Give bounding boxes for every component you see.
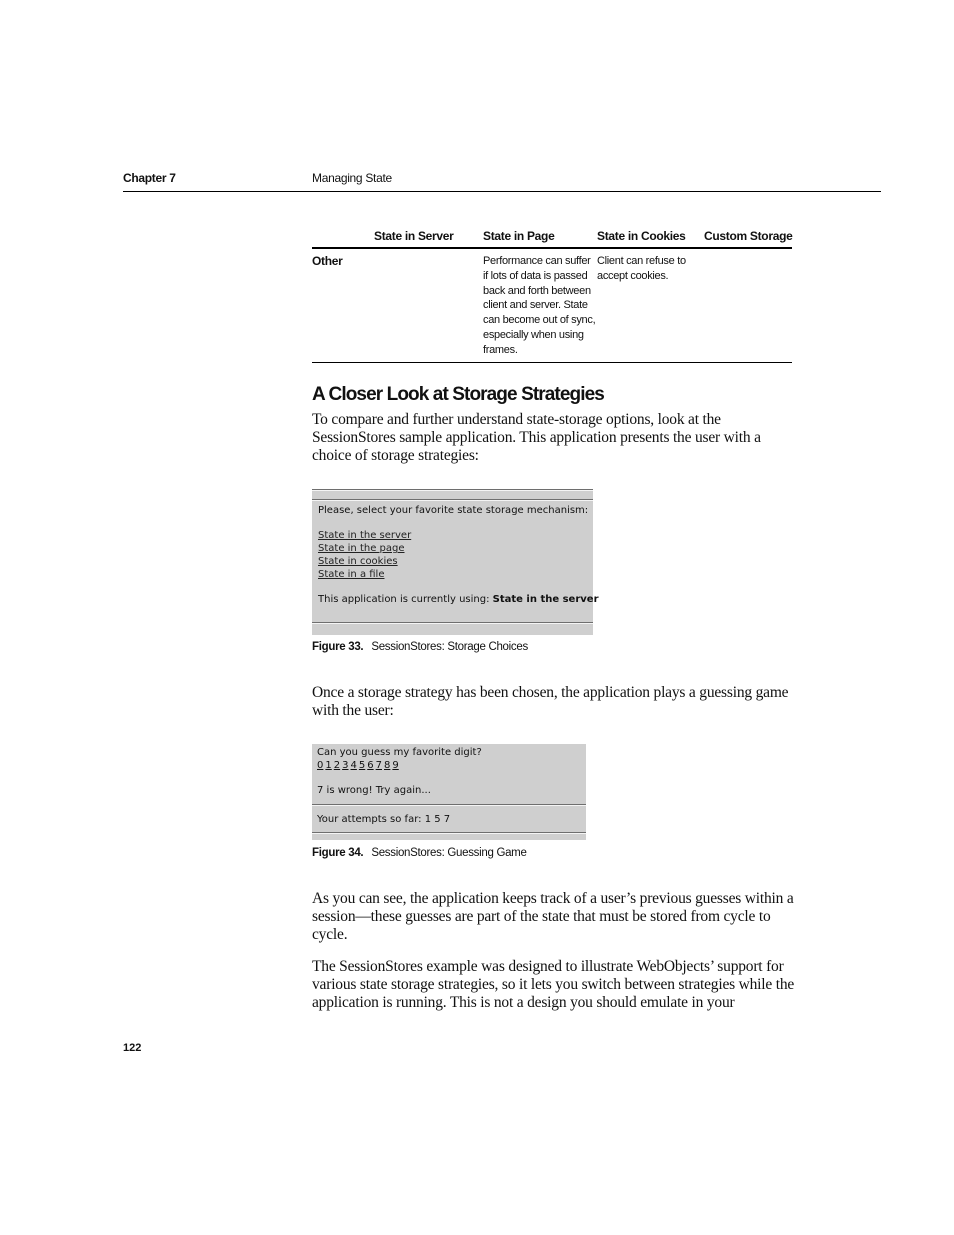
attempts-values: 1 5 7 <box>424 814 451 825</box>
digit-links <box>317 760 401 771</box>
column-header-page: State in Page <box>483 229 555 243</box>
digit-link[interactable]: 0 <box>317 760 324 771</box>
digit-link[interactable]: 9 <box>392 760 399 771</box>
paragraph-guessing-game <box>312 684 796 720</box>
intro-paragraph <box>312 411 796 465</box>
storage-prompt: Please, select your favorite state storage mechanism: <box>318 505 589 516</box>
cell-cookies-other <box>597 254 686 284</box>
cell-line: Client can refuse to <box>597 255 686 267</box>
cell-page-other <box>483 254 595 358</box>
cell-line: if lots of data is passed <box>483 269 588 282</box>
attempts-so-far <box>317 814 450 825</box>
cell-line: frames. <box>483 343 518 356</box>
table-bottom-rule <box>312 362 792 363</box>
digit-link[interactable]: 1 <box>325 760 332 771</box>
table-header-rule <box>312 247 792 249</box>
link-state-page[interactable]: State in the page <box>318 543 405 554</box>
column-header-server: State in Server <box>374 229 454 243</box>
guessing-game-screenshot <box>312 744 586 840</box>
text-line: cycle. <box>312 926 348 943</box>
guess-feedback: 7 is wrong! Try again... <box>317 785 431 796</box>
header-rule <box>123 191 881 192</box>
attempts-label: Your attempts so far: <box>317 814 422 825</box>
section-heading: A Closer Look at Storage Strategies <box>312 384 604 405</box>
text-line: with the user: <box>312 702 394 719</box>
page-number: 122 <box>123 1042 142 1054</box>
status-value: State in the server <box>492 594 599 605</box>
cell-line: can become out of sync, <box>483 314 596 327</box>
column-header-cookies: State in Cookies <box>597 229 686 243</box>
digit-link[interactable]: 5 <box>358 760 366 771</box>
figure-33-caption <box>312 641 528 653</box>
cell-line: back and forth between <box>483 284 591 297</box>
text-line: To compare and further understand state-storage options, look at the <box>312 411 721 428</box>
text-line: session—these guesses are part of the state that must be stored from cycle to <box>312 908 771 925</box>
text-line: application is running. This is not a design you should emulate in your <box>312 994 735 1011</box>
caption-text: SessionStores: Storage Choices <box>371 641 528 653</box>
digit-link[interactable]: 7 <box>375 760 382 771</box>
storage-choices-screenshot <box>312 489 599 635</box>
guess-question: Can you guess my favorite digit? <box>317 747 482 758</box>
digit-link[interactable]: 6 <box>367 760 374 771</box>
text-line: The SessionStores example was designed to illustrate WebObjects’ support for <box>312 958 784 975</box>
text-line: various state storage strategies, so it lets you switch between strategies while the <box>312 976 795 993</box>
row-label-other: Other <box>312 254 343 268</box>
chapter-label: Chapter 7 <box>123 171 176 185</box>
digit-link[interactable]: 2 <box>333 760 341 771</box>
paragraph-previous-guesses <box>312 890 796 944</box>
column-header-custom: Custom Storage <box>704 229 793 243</box>
text-line: Once a storage strategy has been chosen, the application plays a guessing game <box>312 684 789 701</box>
caption-text: SessionStores: Guessing Game <box>371 847 527 859</box>
link-state-server[interactable]: State in the server <box>318 530 412 541</box>
cell-line: Performance can suffer <box>483 255 591 267</box>
text-line: As you can see, the application keeps track of a user’s previous guesses within a <box>312 890 794 907</box>
paragraph-sessionstores-example <box>312 958 796 1012</box>
digit-link[interactable]: 4 <box>350 760 357 771</box>
current-storage-status <box>318 594 599 605</box>
link-state-file[interactable]: State in a file <box>318 569 385 580</box>
digit-link[interactable]: 8 <box>384 760 391 771</box>
chapter-title: Managing State <box>312 171 392 185</box>
caption-label: Figure 34. <box>312 847 364 859</box>
caption-label: Figure 33. <box>312 641 364 653</box>
text-line: SessionStores sample application. This application presents the user with a <box>312 429 761 446</box>
cell-line: especially when using <box>483 328 584 341</box>
status-prefix: This application is currently using: <box>318 594 490 605</box>
link-state-cookies[interactable]: State in cookies <box>318 556 398 567</box>
figure-34-caption <box>312 847 527 859</box>
text-line: choice of storage strategies: <box>312 447 479 464</box>
cell-line: accept cookies. <box>597 269 669 282</box>
cell-line: client and server. State <box>483 299 588 312</box>
digit-link[interactable]: 3 <box>342 760 349 771</box>
